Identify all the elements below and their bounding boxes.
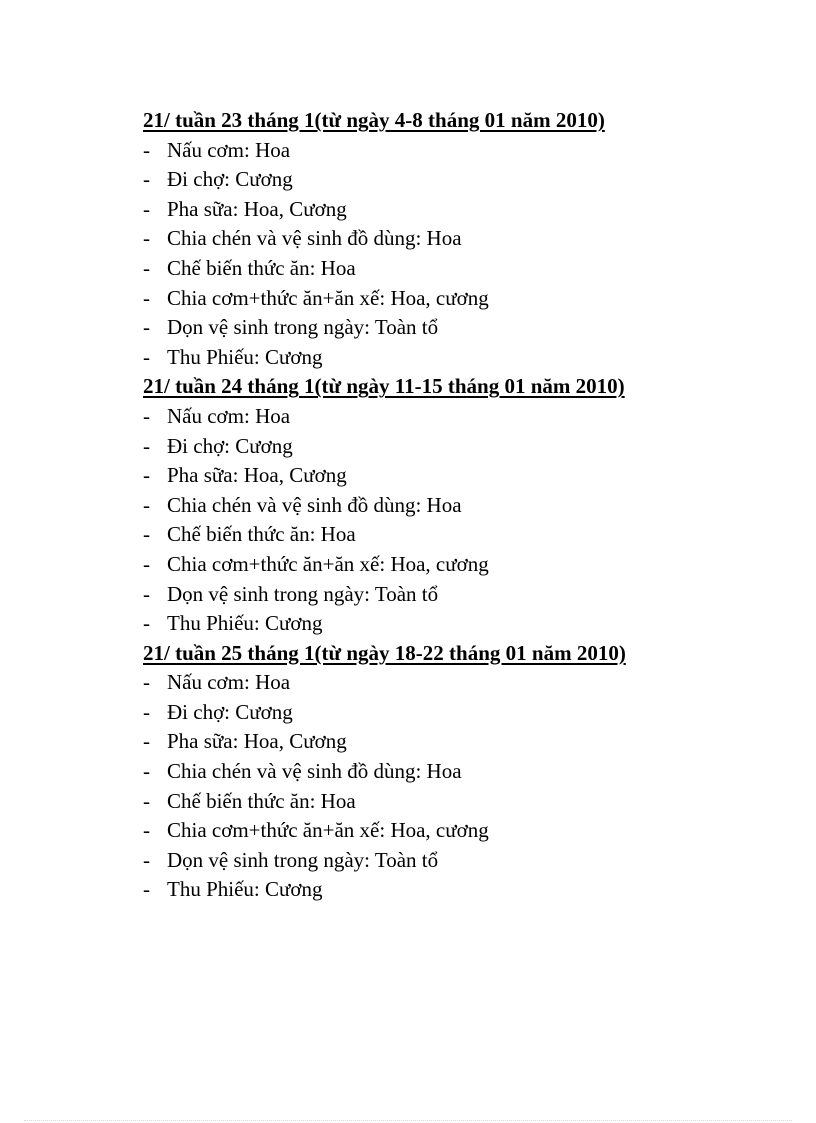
task-text: Thu Phiếu: Cương [167, 344, 323, 369]
task-list [143, 402, 783, 639]
task-text: Đi chợ: Cương [167, 433, 293, 458]
task-item [143, 461, 783, 491]
task-text: Chế biến thức ăn: Hoa [167, 522, 356, 547]
task-text: Dọn vệ sinh trong ngày: Toàn tổ [167, 581, 439, 606]
task-item [143, 195, 783, 225]
week-section [143, 372, 783, 638]
task-item [143, 284, 783, 314]
task-item [143, 698, 783, 728]
task-item [143, 491, 783, 521]
task-item [143, 787, 783, 817]
document-content [143, 106, 783, 905]
task-item [143, 402, 783, 432]
task-text: Chia chén và vệ sinh đồ dùng: Hoa [167, 492, 462, 517]
list-dash: - [143, 255, 150, 280]
task-item [143, 136, 783, 166]
task-text: Chế biến thức ăn: Hoa [167, 788, 356, 813]
task-text: Chia cơm+thức ăn+ăn xế: Hoa, cương [167, 818, 489, 843]
list-dash: - [143, 137, 150, 162]
list-dash: - [143, 196, 150, 221]
task-text: Pha sữa: Hoa, Cương [167, 729, 347, 754]
task-item [143, 609, 783, 639]
list-dash: - [143, 699, 150, 724]
task-text: Thu Phiếu: Cương [167, 611, 323, 636]
task-item [143, 727, 783, 757]
task-item [143, 343, 783, 373]
list-dash: - [143, 492, 150, 517]
task-text: Chia chén và vệ sinh đồ dùng: Hoa [167, 759, 462, 784]
task-text: Chia cơm+thức ăn+ăn xế: Hoa, cương [167, 285, 489, 310]
task-item [143, 165, 783, 195]
list-dash: - [143, 285, 150, 310]
page-bottom-divider [24, 1120, 792, 1121]
task-item [143, 846, 783, 876]
list-dash: - [143, 522, 150, 547]
list-dash: - [143, 403, 150, 428]
task-text: Đi chợ: Cương [167, 699, 293, 724]
week-section [143, 106, 783, 372]
task-item [143, 816, 783, 846]
list-dash: - [143, 877, 150, 902]
task-text: Dọn vệ sinh trong ngày: Toàn tổ [167, 847, 439, 872]
section-heading: 21/ tuần 24 tháng 1(từ ngày 11-15 tháng 01 năm 2010) [143, 374, 625, 399]
list-dash: - [143, 847, 150, 872]
list-dash: - [143, 581, 150, 606]
task-text: Nấu cơm: Hoa [167, 670, 291, 695]
list-dash: - [143, 759, 150, 784]
task-item [143, 757, 783, 787]
task-item [143, 254, 783, 284]
list-dash: - [143, 433, 150, 458]
task-item [143, 875, 783, 905]
task-text: Chế biến thức ăn: Hoa [167, 255, 356, 280]
section-heading: 21/ tuần 23 tháng 1(từ ngày 4-8 tháng 01 năm 2010) [143, 108, 605, 132]
task-list [143, 668, 783, 905]
list-dash: - [143, 226, 150, 251]
list-dash: - [143, 670, 150, 695]
list-dash: - [143, 729, 150, 754]
list-dash: - [143, 315, 150, 340]
task-text: Pha sữa: Hoa, Cương [167, 463, 347, 488]
list-dash: - [143, 818, 150, 843]
list-dash: - [143, 788, 150, 813]
task-text: Dọn vệ sinh trong ngày: Toàn tổ [167, 315, 439, 340]
task-item [143, 668, 783, 698]
task-text: Thu Phiếu: Cương [167, 877, 323, 902]
task-item [143, 550, 783, 580]
list-dash: - [143, 611, 150, 636]
list-dash: - [143, 167, 150, 192]
task-list [143, 136, 783, 373]
task-text: Chia chén và vệ sinh đồ dùng: Hoa [167, 226, 462, 251]
task-text: Chia cơm+thức ăn+ăn xế: Hoa, cương [167, 551, 489, 576]
task-item [143, 520, 783, 550]
week-section [143, 639, 783, 905]
section-heading: 21/ tuần 25 tháng 1(từ ngày 18-22 tháng 01 năm 2010) [143, 640, 626, 665]
task-item [143, 580, 783, 610]
task-item [143, 432, 783, 462]
list-dash: - [143, 344, 150, 369]
list-dash: - [143, 551, 150, 576]
task-item [143, 224, 783, 254]
task-text: Pha sữa: Hoa, Cương [167, 196, 347, 221]
task-item [143, 313, 783, 343]
task-text: Đi chợ: Cương [167, 167, 293, 192]
list-dash: - [143, 463, 150, 488]
task-text: Nấu cơm: Hoa [167, 403, 291, 428]
task-text: Nấu cơm: Hoa [167, 137, 291, 162]
